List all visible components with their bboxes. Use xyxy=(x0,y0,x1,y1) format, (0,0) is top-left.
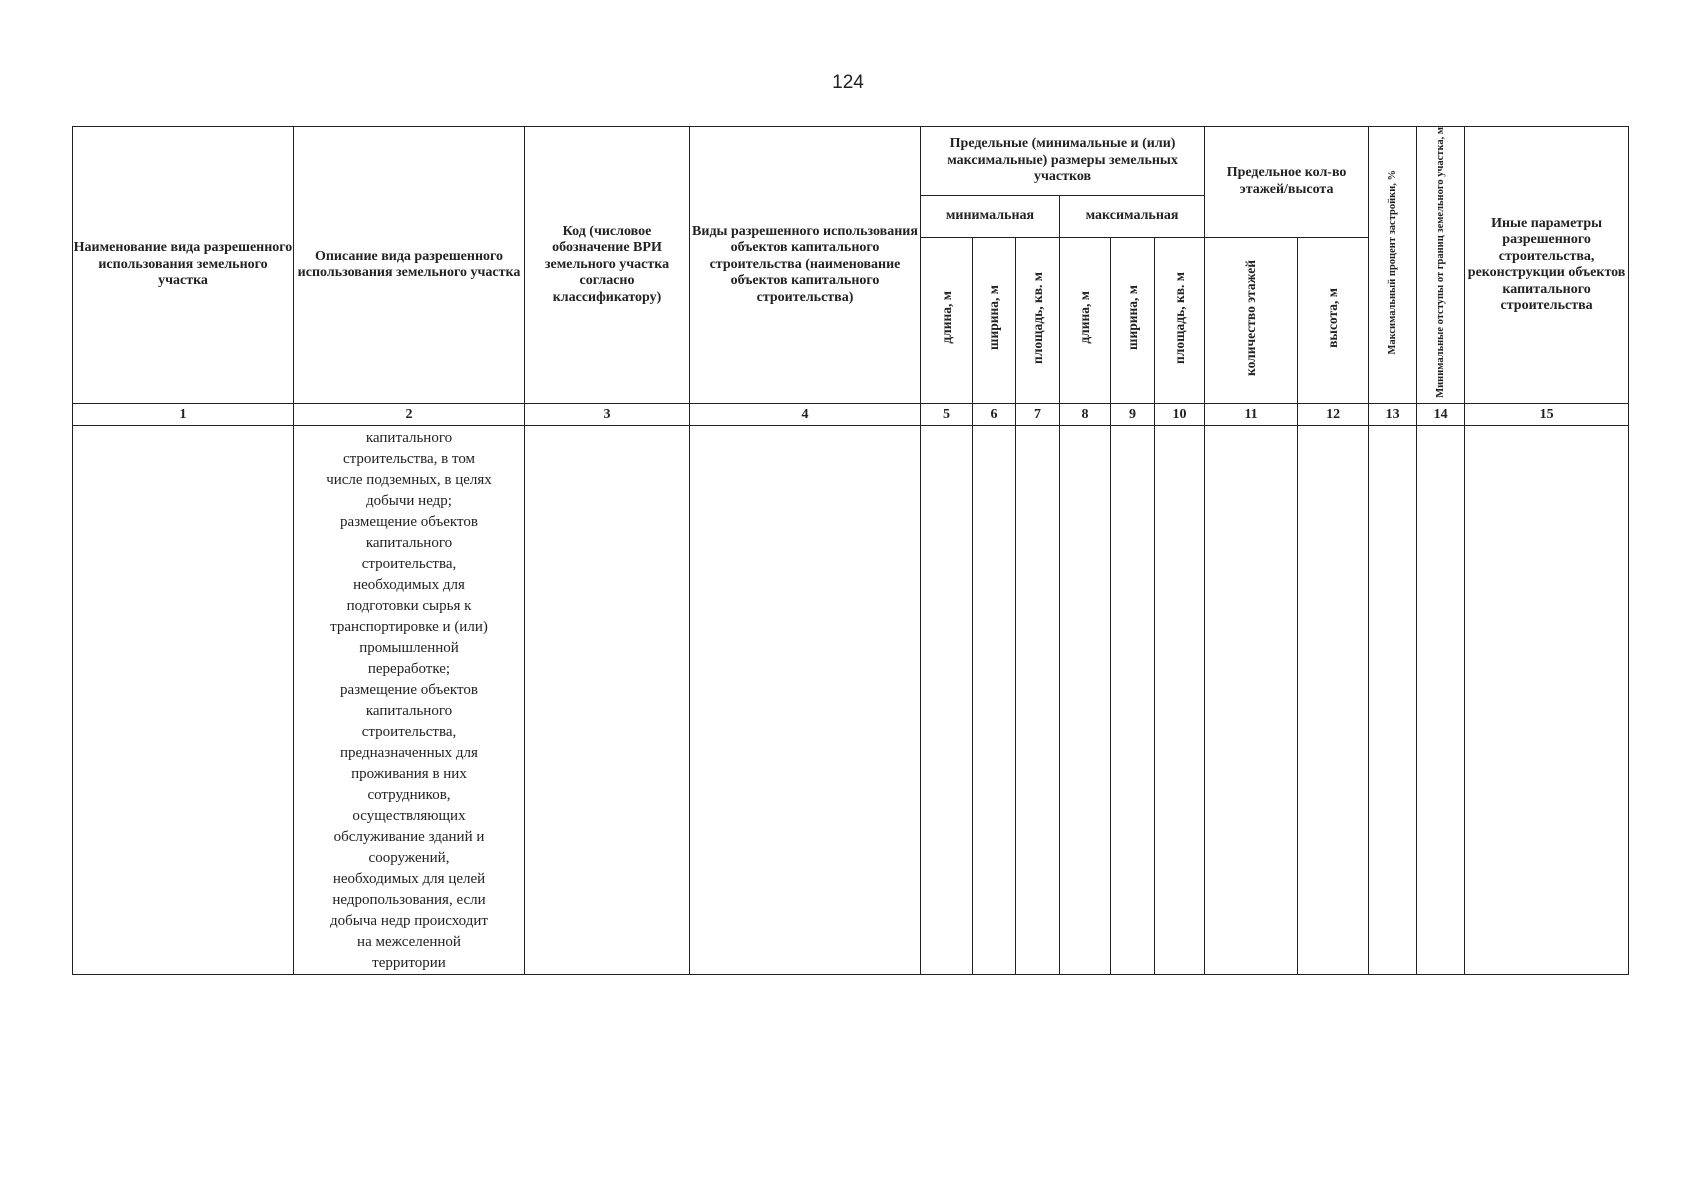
header-floor-count-label: количество этажей xyxy=(1243,259,1259,376)
header-construction-use-types: Виды разрешенного использования объектов капитального строительства (наименование объектов капитального строительства) xyxy=(690,127,921,404)
cell-other-parameters xyxy=(1465,426,1629,975)
header-maximum: максимальная xyxy=(1060,195,1205,237)
cell-floor-count xyxy=(1205,426,1298,975)
description-text xyxy=(294,426,524,974)
cell-max-length xyxy=(1060,426,1111,975)
column-number: 9 xyxy=(1111,404,1155,426)
description-line: строительства, в том xyxy=(342,451,476,468)
header-min-length xyxy=(921,237,973,404)
header-max-length xyxy=(1060,237,1111,404)
regulations-table xyxy=(72,126,1629,975)
description-line: обслуживание зданий и xyxy=(333,829,485,846)
column-number: 3 xyxy=(525,404,690,426)
column-number: 4 xyxy=(690,404,921,426)
column-number: 5 xyxy=(921,404,973,426)
cell-construction-use-types xyxy=(690,426,921,975)
page-number: 124 xyxy=(832,72,864,93)
description-line: осуществляющих xyxy=(352,808,466,825)
description-line: сооружений, xyxy=(368,850,450,867)
column-number: 6 xyxy=(973,404,1016,426)
cell-max-area xyxy=(1155,426,1205,975)
column-number: 1 xyxy=(73,404,294,426)
description-line: проживания в них xyxy=(351,766,467,783)
description-line: предназначенных для xyxy=(340,745,478,762)
cell-max-width xyxy=(1111,426,1155,975)
description-line: необходимых для целей xyxy=(332,871,486,888)
description-line: строительства, xyxy=(361,556,457,573)
column-number: 12 xyxy=(1298,404,1369,426)
header-min-setbacks xyxy=(1417,127,1465,404)
header-floors-height: Предельное кол-во этажей/высота xyxy=(1205,127,1369,238)
header-max-build-percent-label: Максимальный процент застройки, % xyxy=(1386,170,1398,355)
description-line: капитального xyxy=(365,430,453,447)
description-line: подготовки сырья к xyxy=(346,598,472,615)
column-number: 15 xyxy=(1465,404,1629,426)
cell-land-use-name xyxy=(73,426,294,975)
description-line: недропользования, если xyxy=(332,892,486,909)
description-line: капитального xyxy=(365,535,453,552)
cell-min-area xyxy=(1016,426,1060,975)
column-number: 8 xyxy=(1060,404,1111,426)
header-minimum: минимальная xyxy=(921,195,1060,237)
description-line: территории xyxy=(372,955,446,972)
cell-min-length xyxy=(921,426,973,975)
header-max-length-label: длина, м xyxy=(1077,291,1093,345)
description-line: сотрудников, xyxy=(367,787,451,804)
header-floor-count xyxy=(1205,237,1298,404)
header-max-build-percent xyxy=(1369,127,1417,404)
header-plot-size-limits: Предельные (минимальные и (или) максимальные) размеры земельных участков xyxy=(921,127,1205,196)
cell-max-build-percent xyxy=(1369,426,1417,975)
header-min-area xyxy=(1016,237,1060,404)
description-line: переработке; xyxy=(367,661,451,678)
column-number: 14 xyxy=(1417,404,1465,426)
description-line: добычи недр; xyxy=(366,493,452,510)
description-line: транспортировке и (или) xyxy=(330,619,488,636)
description-line: капитального xyxy=(365,703,453,720)
description-line: строительства, xyxy=(361,724,457,741)
column-number: 13 xyxy=(1369,404,1417,426)
header-min-width xyxy=(973,237,1016,404)
cell-height xyxy=(1298,426,1369,975)
header-max-area-label: площадь, кв. м xyxy=(1171,271,1187,364)
description-line: числе подземных, в целях xyxy=(326,472,492,489)
header-max-width xyxy=(1111,237,1155,404)
header-height xyxy=(1298,237,1369,404)
header-min-area-label: площадь, кв. м xyxy=(1029,271,1045,364)
column-number: 11 xyxy=(1205,404,1298,426)
header-min-setbacks-label: Минимальные отступы от границ земельного участка, м xyxy=(1434,127,1446,398)
description-line: промышленной xyxy=(359,640,459,657)
header-max-area xyxy=(1155,237,1205,404)
column-number: 7 xyxy=(1016,404,1060,426)
description-line: размещение объектов xyxy=(340,682,478,699)
cell-land-use-description xyxy=(294,426,525,975)
description-line: добыча недр происходит xyxy=(330,913,488,930)
header-max-width-label: ширина, м xyxy=(1124,285,1140,351)
header-land-use-name: Наименование вида разрешенного использования земельного участка xyxy=(73,127,294,404)
header-land-use-description: Описание вида разрешенного использования земельного участка xyxy=(294,127,525,404)
column-number: 2 xyxy=(294,404,525,426)
header-code: Код (числовое обозначение ВРИ земельного участка согласно классификатору) xyxy=(525,127,690,404)
description-line: необходимых для xyxy=(353,577,465,594)
description-line: размещение объектов xyxy=(340,514,478,531)
header-height-label: высота, м xyxy=(1325,287,1341,348)
cell-min-width xyxy=(973,426,1016,975)
header-other-parameters: Иные параметры разрешенного строительства, реконструкции объектов капитального строительства xyxy=(1465,127,1629,404)
cell-code xyxy=(525,426,690,975)
cell-min-setbacks xyxy=(1417,426,1465,975)
header-min-length-label: длина, м xyxy=(938,291,954,345)
description-line: на межселенной xyxy=(357,934,461,951)
column-number: 10 xyxy=(1155,404,1205,426)
header-min-width-label: ширина, м xyxy=(986,285,1002,351)
